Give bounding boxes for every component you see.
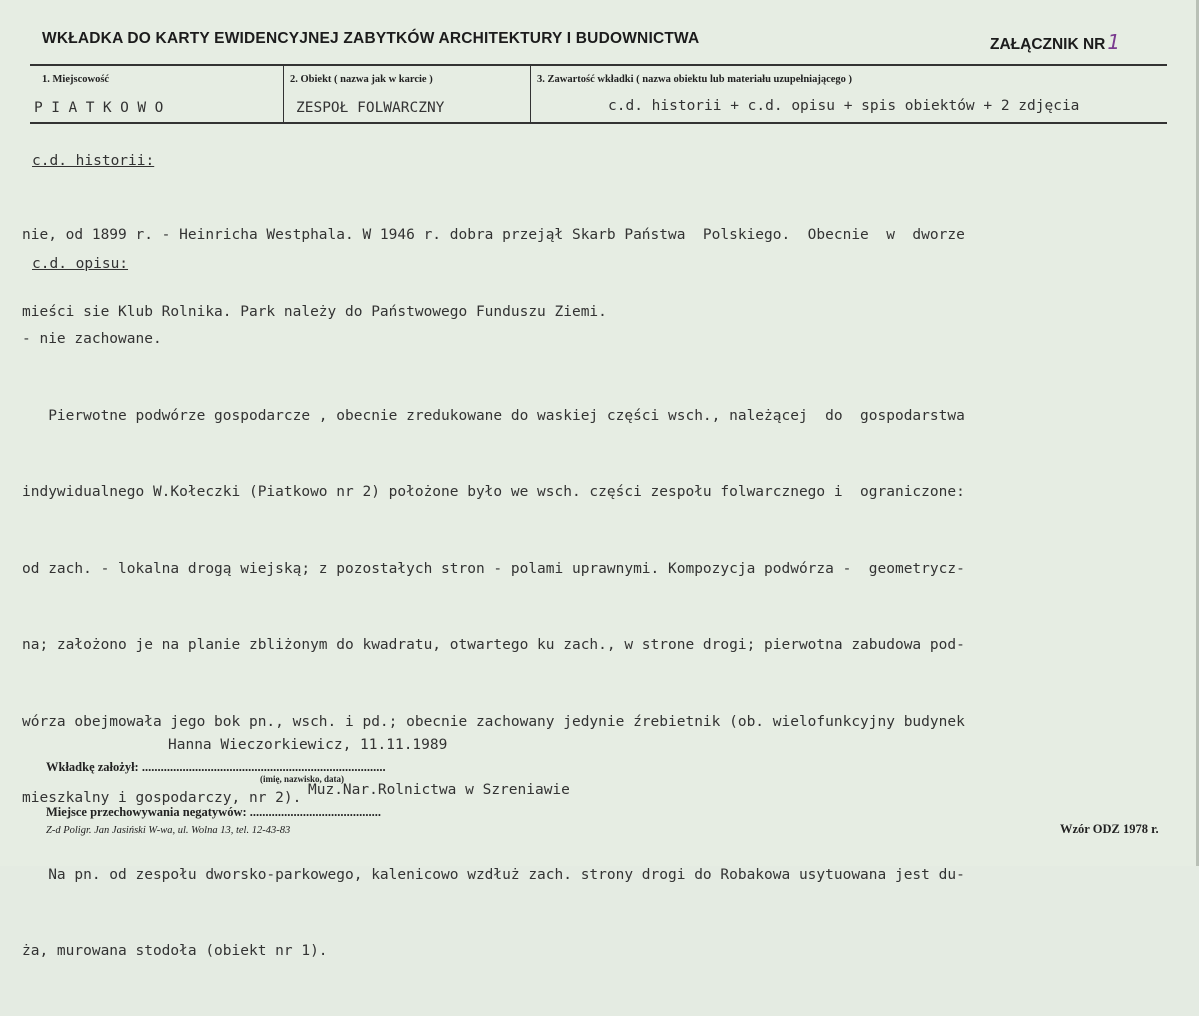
attachment-number: 1: [1107, 30, 1121, 54]
locality-value: PIATKOWO: [34, 100, 172, 116]
printer-info: Z-d Poligr. Jan Jasiński W-wa, ul. Wolna 13, tel. 12-43-83: [46, 825, 291, 836]
history-line: nie, od 1899 r. - Heinricha Westphala. W 1946 r. dobra przejął Skarb Państwa Polskiego. Obecnie w dworze: [22, 227, 965, 243]
description-line: indywidualnego W.Kołeczki (Piatkowo nr 2) położone było we wsch. części zespołu folwarcznego i ograniczone:: [22, 484, 965, 500]
description-heading: c.d. opisu:: [32, 256, 129, 272]
column-divider-1: [283, 64, 284, 123]
locality-label: 1. Miejscowość: [42, 74, 110, 85]
storage-value: Muz.Nar.Rolnictwa w Szreniawie: [308, 782, 570, 798]
column-divider-2: [530, 64, 531, 123]
description-line: Pierwotne podwórze gospodarcze , obecnie zredukowane do waskiej części wsch., należącej do gospodarstwa: [22, 407, 965, 424]
contents-value: c.d. historii + c.d. opisu + spis obiektów + 2 zdjęcia: [608, 98, 1080, 114]
author-value: Hanna Wieczorkiewicz, 11.11.1989: [168, 737, 448, 753]
history-line: mieści sie Klub Rolnika. Park należy do Państwowego Funduszu Ziemi.: [22, 303, 607, 320]
contents-label: 3. Zawartość wkładki ( nazwa obiektu lub materiału uzupełniającego ): [537, 74, 853, 85]
description-text: [22, 276, 1112, 1016]
author-label: Wkładkę założył: ..............................................................................: [46, 760, 386, 774]
top-rule: [30, 64, 1167, 66]
form-model: Wzór ODZ 1978 r.: [1060, 822, 1159, 836]
history-heading: c.d. historii:: [32, 153, 155, 169]
form-title: WKŁADKA DO KARTY EWIDENCYJNEJ ZABYTKÓW ARCHITEKTURY I BUDOWNICTWA: [42, 30, 700, 47]
description-line: - nie zachowane.: [22, 331, 162, 347]
description-line: wórza obejmowała jego bok pn., wsch. i pd.; obecnie zachowany jedynie źrebietnik (ob. wielofunkcyjny budynek: [22, 713, 965, 730]
description-line: od zach. - lokalna drogą wiejską; z pozostałych stron - polami uprawnymi. Kompozycja podwórza - geometrycz-: [22, 560, 965, 577]
description-line: ża, murowana stodoła (obiekt nr 1).: [22, 943, 328, 959]
description-line: Na pn. od zespołu dworsko-parkowego, kalenicowo wzdłuż zach. strony drogi do Robakowa usytuowana jest du-: [22, 866, 965, 883]
author-hint: (imię, nazwisko, data): [260, 774, 344, 784]
description-line: na; założono je na planie zbliżonym do kwadratu, otwartego ku zach., w strone drogi; pierwotna zabudowa pod-: [22, 637, 965, 653]
object-label: 2. Obiekt ( nazwa jak w karcie ): [290, 74, 433, 85]
attachment-label: [990, 30, 1120, 54]
attachment-label-text: ZAŁĄCZNIK NR: [990, 36, 1106, 53]
object-value: ZESPOŁ FOLWARCZNY: [296, 100, 445, 116]
storage-label: Miejsce przechowywania negatywów: ..........................................: [46, 805, 382, 819]
bottom-rule: [30, 122, 1167, 124]
description-line: mieszkalny i gospodarczy, nr 2).: [22, 790, 302, 806]
